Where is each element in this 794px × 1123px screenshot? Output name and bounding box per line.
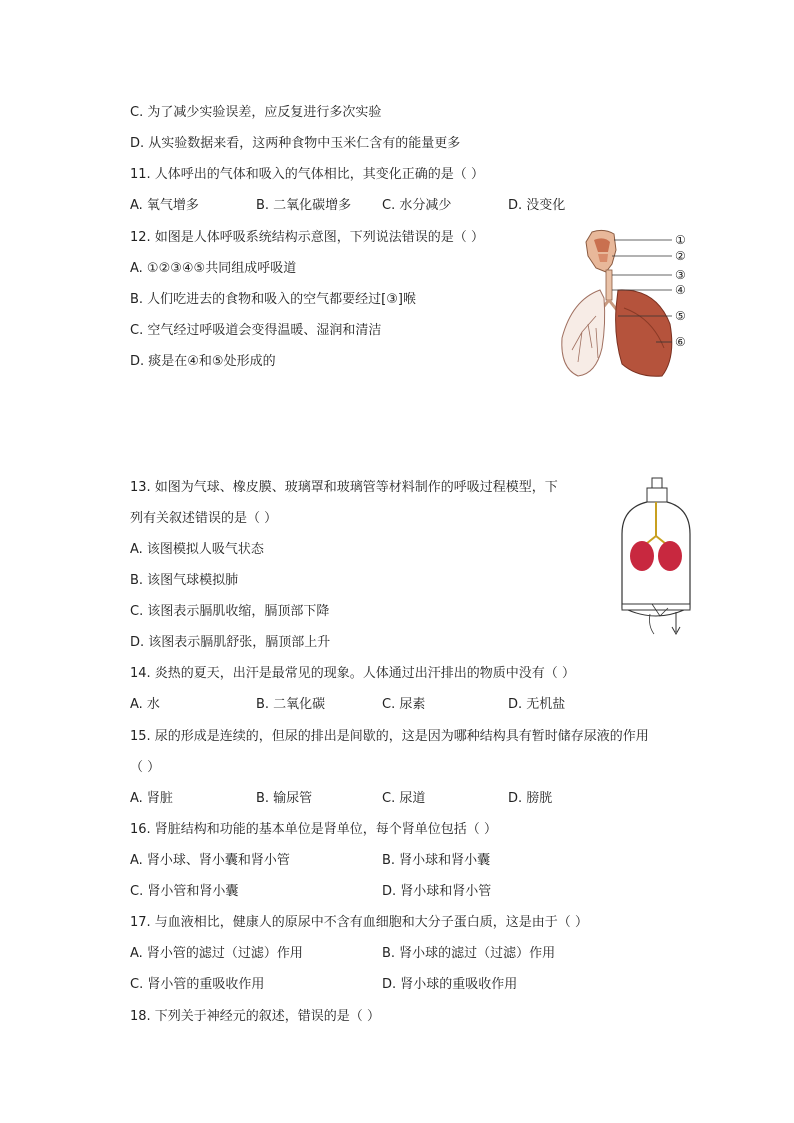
q13-option-a: A. 该图模拟人吸气状态 [130,542,264,557]
q15-option-a: A. 肾脏 [130,791,173,806]
q13-option-c: C. 该图表示膈肌收缩，膈顶部下降 [130,604,330,619]
figure-label-3: ③ [675,268,686,282]
q15-option-c: C. 尿道 [382,791,426,806]
bell-jar-model-illustration [614,474,698,638]
q15-stem-line1: 15. 尿的形成是连续的，但尿的排出是间歇的，这是因为哪种结构具有暂时储存尿液的作用 [130,729,649,744]
q12-option-d: D. 痰是在④和⑤处形成的 [130,354,276,369]
q16-option-c: C. 肾小管和肾小囊 [130,884,239,899]
q12-stem: 12. 如图是人体呼吸系统结构示意图，下列说法错误的是（ ） [130,230,484,245]
q17-option-a: A. 肾小管的滤过（过滤）作用 [130,946,303,961]
q11-stem: 11. 人体呼出的气体和吸入的气体相比，其变化正确的是（ ） [130,167,484,182]
q11-option-a: A. 氧气增多 [130,198,199,213]
q14-stem: 14. 炎热的夏天，出汗是最常见的现象。人体通过出汗排出的物质中没有（ ） [130,666,575,681]
q15-option-d: D. 膀胱 [508,791,553,806]
q15-stem-line2: （ ） [130,760,161,775]
q12-option-c: C. 空气经过呼吸道会变得温暖、湿润和清洁 [130,323,382,338]
q13-stem-line2: 列有关叙述错误的是（ ） [130,511,278,526]
q10-option-d: D. 从实验数据来看，这两种食物中玉米仁含有的能量更多 [130,136,461,151]
q13-option-b: B. 该图气球模拟肺 [130,573,239,588]
q11-option-c: C. 水分减少 [382,198,452,213]
figure-label-2: ② [675,249,686,263]
q18-stem: 18. 下列关于神经元的叙述，错误的是（ ） [130,1009,380,1024]
figure-label-5: ⑤ [675,309,686,323]
q12-option-a: A. ①②③④⑤共同组成呼吸道 [130,261,297,276]
q14-option-a: A. 水 [130,697,160,712]
q14-option-c: C. 尿素 [382,697,426,712]
q15-option-b: B. 输尿管 [256,791,313,806]
q12-option-b: B. 人们吃进去的食物和吸入的空气都要经过[③]喉 [130,292,416,307]
q16-stem: 16. 肾脏结构和功能的基本单位是肾单位，每个肾单位包括（ ） [130,822,497,837]
figure-label-6: ⑥ [675,335,686,349]
q16-option-d: D. 肾小球和肾小管 [382,884,492,899]
q16-option-a: A. 肾小球、肾小囊和肾小管 [130,853,290,868]
q14-option-b: B. 二氧化碳 [256,697,326,712]
q10-option-c: C. 为了减少实验误差，应反复进行多次实验 [130,105,382,120]
q17-option-c: C. 肾小管的重吸收作用 [130,977,265,992]
q13-stem-line1: 13. 如图为气球、橡皮膜、玻璃罩和玻璃管等材料制作的呼吸过程模型，下 [130,480,558,495]
q11-option-d: D. 没变化 [508,198,566,213]
q13-option-d: D. 该图表示膈肌舒张，膈顶部上升 [130,635,331,650]
q14-option-d: D. 无机盐 [508,697,566,712]
q17-stem: 17. 与血液相比，健康人的原尿中不含有血细胞和大分子蛋白质，这是由于（ ） [130,915,588,930]
q17-option-d: D. 肾小球的重吸收作用 [382,977,518,992]
figure-label-1: ① [675,233,686,247]
q17-option-b: B. 肾小球的滤过（过滤）作用 [382,946,556,961]
figure-label-4: ④ [675,283,686,297]
respiratory-system-figure [552,228,702,380]
q16-option-b: B. 肾小球和肾小囊 [382,853,491,868]
q11-option-b: B. 二氧化碳增多 [256,198,352,213]
breathing-model-figure [614,474,698,638]
